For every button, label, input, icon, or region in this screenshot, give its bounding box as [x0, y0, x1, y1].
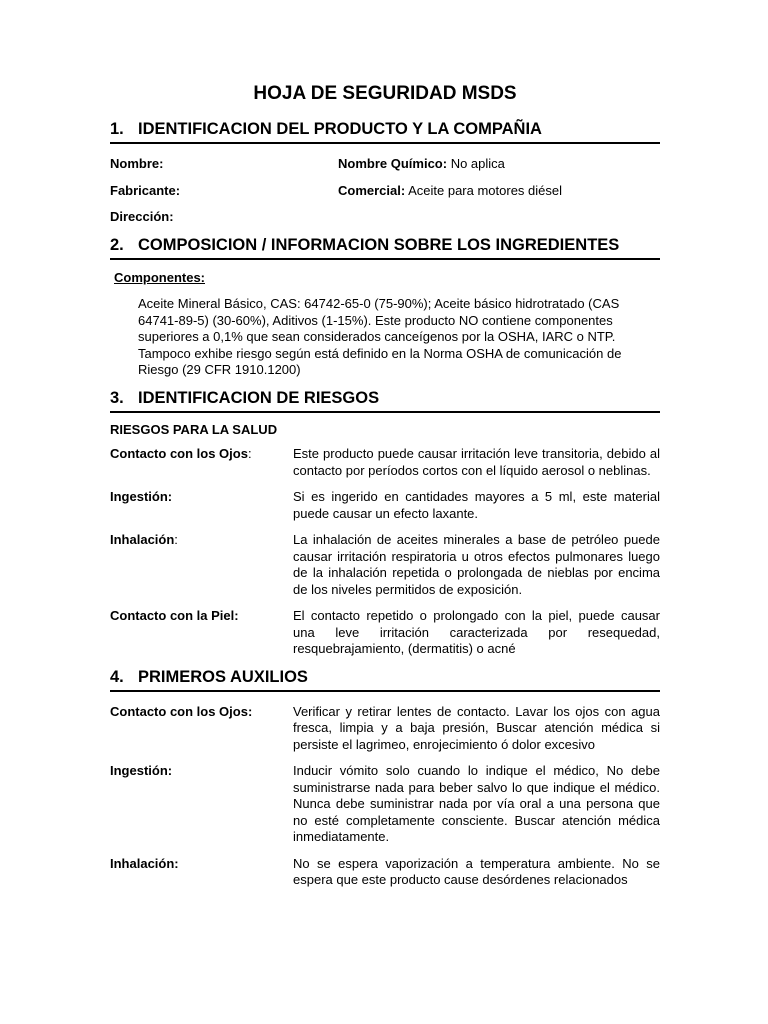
row-label: Ingestión: — [110, 763, 173, 778]
nombre-quimico-label: Nombre Químico: — [338, 156, 448, 171]
row-label: Inhalación: — [110, 855, 179, 871]
health-risks-subheading: RIESGOS PARA LA SALUD — [110, 421, 278, 437]
risk-row-ingestion — [110, 489, 660, 522]
row-label: Contacto con la Piel: — [110, 608, 239, 623]
row-text: Inducir vómito solo cuando lo indique el médico, No debe suministrarse nada para beber salvo lo que indique el médico. Nunca debe suministrar nada por vía oral a una persona que no esté completamente consciente. Buscar atención médica inmediatamente. — [293, 763, 660, 844]
row-text: No se espera vaporización a temperatura ambiente. No se espera que este producto cause desórdenes relacionados — [293, 855, 660, 887]
comercial-label: Comercial: — [338, 182, 406, 198]
row-label: Inhalación — [110, 532, 175, 547]
comercial-value: Aceite para motores diésel — [405, 182, 563, 198]
section-title: IDENTIFICACION DEL PRODUCTO Y LA COMPAÑIA — [138, 120, 542, 138]
row-label: Ingestión: — [110, 489, 173, 504]
msds-page — [110, 82, 660, 889]
row-text: Si es ingerido en cantidades mayores a 5 ml, este material puede causar un efecto laxante. — [293, 489, 660, 521]
section-title: IDENTIFICACION DE RIESGOS — [138, 388, 380, 407]
risk-row-inhalation: Inhalación: La inhalación de aceites minerales a base de petróleo puede causar irritación respiratoria u otros efectos pulmonares luego de la inhalación repetida o prolongada de nieblas por encima de los niveles permitidos de exposición. — [110, 532, 660, 597]
address-row — [110, 209, 660, 226]
componentes-text: Aceite Mineral Básico, CAS: 64742-65-0 (75-90%); Aceite básico hidrotratado (CAS 64741-89-5) (30-60%), Aditivos (1-15%). Este producto NO contiene componentes superiores a 0,1% que sean considerados canceígenos por la OSHA, IARC o NTP. Tampoco exhibe riesgo según está definido en la Norma OSHA de comunicación de Riesgo (29 CFR 1910.1200) — [138, 296, 622, 377]
aid-row-inhalation — [110, 856, 660, 889]
section-number: 1. — [110, 120, 124, 138]
fabricante-label: Fabricante: — [110, 182, 181, 198]
section-3-heading — [110, 379, 660, 413]
row-label: Contacto con los Ojos: — [110, 703, 253, 719]
risk-row-skin — [110, 608, 660, 658]
nombre-label: Nombre: — [110, 156, 164, 171]
document-title: HOJA DE SEGURIDAD MSDS — [253, 83, 517, 104]
section-title: PRIMEROS AUXILIOS — [138, 667, 308, 686]
row-label: Contacto con los Ojos — [110, 446, 248, 461]
section-4-heading — [110, 658, 660, 692]
risk-row-eyes: Contacto con los Ojos: Este producto puede causar irritación leve transitoria, debido al contacto por períodos cortos con el líquido aerosol o neblinas. — [110, 446, 660, 478]
row-text: El contacto repetido o prolongado con la piel, puede causar una leve irritación caracterizada por resequedad, resquebrajamiento, (dermatitis) o acné — [293, 608, 660, 656]
section-title: COMPOSICION / INFORMACION SOBRE LOS INGREDIENTES — [138, 235, 620, 254]
section-2-heading — [110, 226, 660, 260]
nombre-quimico-value: No aplica — [447, 156, 505, 171]
aid-row-eyes — [110, 704, 660, 754]
section-number: 4. — [110, 667, 124, 686]
manufacturer-row — [110, 183, 660, 200]
row-text: Este producto puede causar irritación leve transitoria, debido al contacto por períodos cortos con el líquido aerosol o neblinas. — [293, 446, 660, 478]
product-name-row — [110, 156, 660, 173]
row-text: La inhalación de aceites minerales a base de petróleo puede causar irritación respiratoria u otros efectos pulmonares luego de la inhalación repetida o prolongada de nieblas por encima de los niveles permitidos de exposición. — [293, 532, 660, 597]
section-number: 3. — [110, 388, 124, 407]
comercial — [338, 183, 562, 200]
section-number: 2. — [110, 235, 124, 254]
componentes-subheading: Componentes: — [114, 269, 205, 285]
section-1-heading — [110, 110, 660, 144]
direccion-label: Dirección: — [110, 209, 174, 224]
row-text: Verificar y retirar lentes de contacto. Lavar los ojos con agua fresca, limpia y a baja presión, Buscar atención médica si persiste el lagrimeo, enrojecimiento ó dolor excesivo — [293, 703, 660, 752]
nombre-quimico — [338, 156, 505, 173]
aid-row-ingestion — [110, 763, 660, 846]
